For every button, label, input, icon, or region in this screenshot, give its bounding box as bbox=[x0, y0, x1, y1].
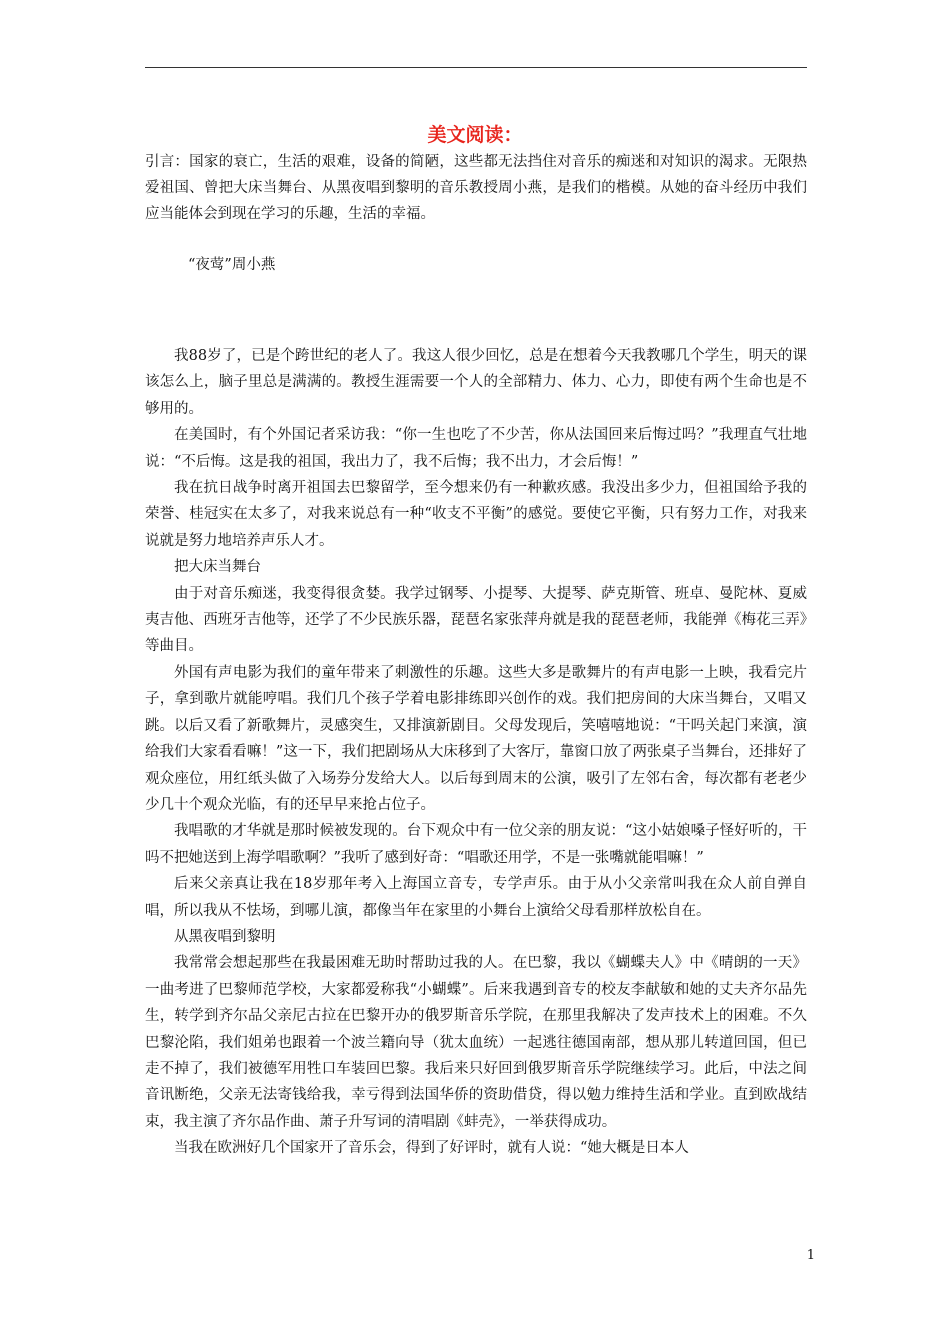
section-heading: 从黑夜唱到黎明 bbox=[174, 928, 276, 945]
body-paragraph: 我在抗日战争时离开祖国去巴黎留学，至今想来仍有一种歉疚感。我没出多少力，但祖国给予我的荣誉、桂冠实在太多了，对我来说总有一种“收支不平衡”的感觉。要使它平衡，只有努力工作，对我来说就是努力地培养声乐人才。 bbox=[145, 480, 807, 549]
body-paragraph: 在美国时，有个外国记者采访我：“你一生也吃了不少苦，你从法国回来后悔过吗？”我理直气壮地说：“不后悔。这是我的祖国，我出力了，我不后悔；我不出力，才会后悔！” bbox=[145, 427, 807, 470]
page-number: 1 bbox=[806, 1248, 815, 1263]
body-paragraph: 当我在欧洲好几个国家开了音乐会，得到了好评时，就有人说：“她大概是日本人 bbox=[174, 1140, 689, 1157]
document-title: 美文阅读： bbox=[427, 124, 523, 146]
intro-paragraph: 引言：国家的衰亡，生活的艰难，设备的简陋，这些都无法挡住对音乐的痴迷和对知识的渴求。无限热爱祖国、曾把大床当舞台、从黑夜唱到黎明的音乐教授周小燕，是我们的楷模。从她的奋斗经历中我们应当能体会到现在学习的乐趣，生活的幸福。 bbox=[145, 154, 807, 222]
section-heading: 把大床当舞台 bbox=[174, 559, 261, 576]
header-rule bbox=[145, 67, 807, 68]
body-paragraph: 由于对音乐痴迷，我变得很贪婪。我学过钢琴、小提琴、大提琴、萨克斯管、班卓、曼陀林、夏威夷吉他、西班牙吉他等，还学了不少民族乐器，琵琶名家张萍舟就是我的琵琶老师，我能弹《梅花三弄》等曲目。 bbox=[145, 585, 807, 655]
article-body bbox=[145, 343, 807, 1162]
body-paragraph: 我常常会想起那些在我最困难无助时帮助过我的人。在巴黎，我以《蝴蝶夫人》中《晴朗的一天》一曲考进了巴黎师范学校，大家都爱称我“小蝴蝶”。后来我遇到音专的校友李献敏和她的丈夫齐尔品先生，转学到齐尔品父亲尼古拉在巴黎开办的俄罗斯音乐学院，在那里我解决了发声技术上的困难。不久巴黎沦陷，我们姐弟也跟着一个波兰籍向导（犹太血统）一起逃往德国南部，想从那儿转道回国，但已走不掉了，我们被德军用牲口车装回巴黎。我后来只好回到俄罗斯音乐学院继续学习。此后，中法之间音讯断绝，父亲无法寄钱给我，幸亏得到法国华侨的资助借贷，得以勉力维持生活和学业。直到欧战结束，我主演了齐尔品作曲、萧子升写词的清唱剧《蚌壳》，一举获得成功。 bbox=[145, 955, 807, 1130]
body-paragraph: 后来父亲真让我在18岁那年考入上海国立音专，专学声乐。由于从小父亲常叫我在众人前自弹自唱，所以我从不怯场，到哪儿演，都像当年在家里的小舞台上演给父母看那样放松自在。 bbox=[145, 876, 807, 919]
body-paragraph: 我88岁了，已是个跨世纪的老人了。我这人很少回忆，总是在想着今天我教哪几个学生，明天的课该怎么上，脑子里总是满满的。教授生涯需要一个人的全部精力、体力、心力，即使有两个生命也是不够用的。 bbox=[145, 348, 807, 417]
body-paragraph: 外国有声电影为我们的童年带来了刺激性的乐趣。这些大多是歌舞片的有声电影一上映，我看完片子，拿到歌片就能哼唱。我们几个孩子学着电影排练即兴创作的戏。我们把房间的大床当舞台，又唱又跳。以后又看了新歌舞片，灵感突生，又排演新剧目。父母发现后，笑嘻嘻地说：“干吗关起门来演，演给我们大家看看嘛！”这一下，我们把剧场从大床移到了大客厅，靠窗口放了两张桌子当舞台，还排好了观众座位，用红纸头做了入场券分发给大人。以后每到周末的公演，吸引了左邻右舍，每次都有老老少少几十个观众光临，有的还早早来抢占位子。 bbox=[145, 664, 807, 813]
article-subtitle: “夜莺”周小燕 bbox=[188, 257, 276, 273]
body-paragraph: 我唱歌的才华就是那时候被发现的。台下观众中有一位父亲的朋友说：“这小姑娘嗓子怪好听的，干吗不把她送到上海学唱歌啊？”我听了感到好奇：“唱歌还用学，不是一张嘴就能唱嘛！” bbox=[145, 823, 807, 866]
